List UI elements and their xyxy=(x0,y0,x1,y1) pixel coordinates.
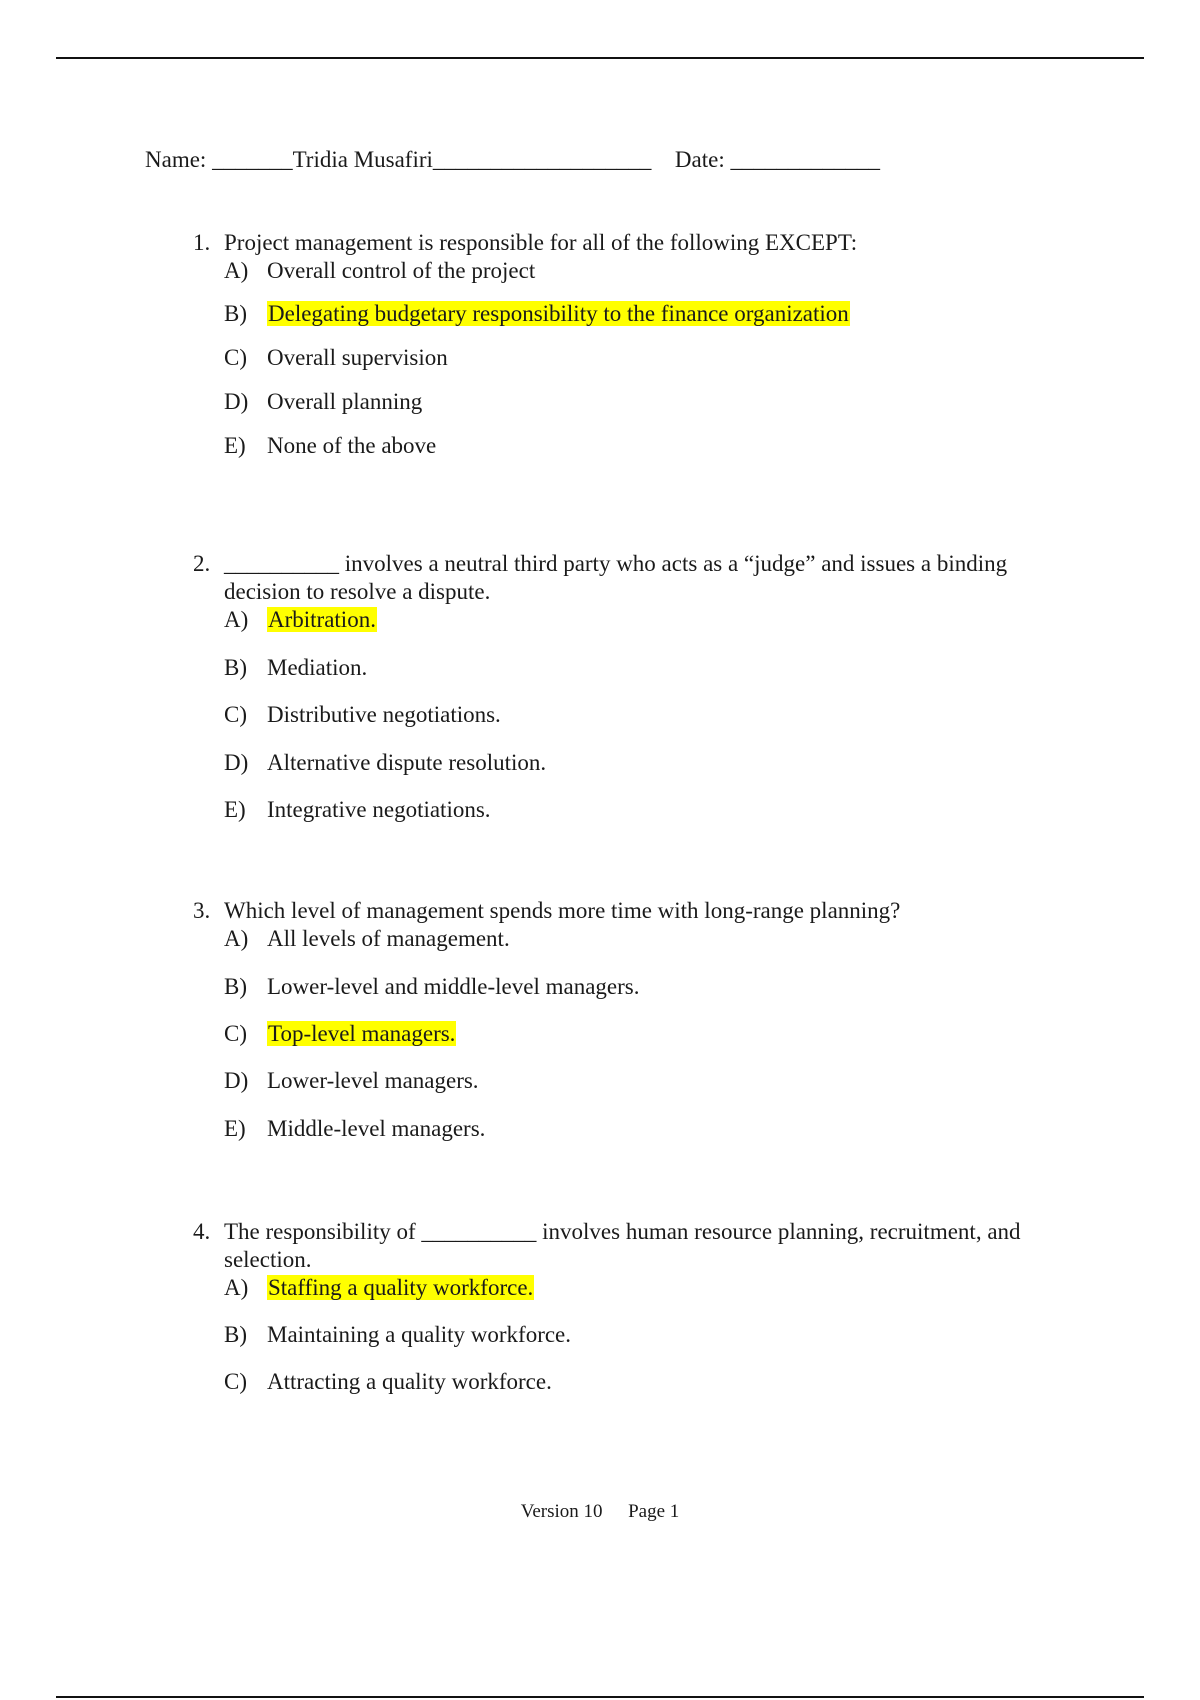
option-b xyxy=(193,1321,1073,1349)
option-text: Attracting a quality workforce. xyxy=(267,1369,552,1394)
option-letter: A) xyxy=(224,258,249,283)
version-label: Version 10 xyxy=(520,1501,603,1522)
question-2 xyxy=(193,550,1073,824)
option-d xyxy=(193,749,1073,777)
option-letter: C) xyxy=(224,1369,247,1394)
question-text: Which level of management spends more time with long-range planning? xyxy=(224,898,901,923)
question-stem xyxy=(193,550,1073,606)
option-a xyxy=(193,1274,1073,1302)
option-letter: C) xyxy=(224,345,247,370)
option-text: Lower-level and middle-level managers. xyxy=(267,974,640,999)
question-number: 2. xyxy=(193,551,211,576)
option-c xyxy=(193,344,1073,372)
option-letter: E) xyxy=(224,1116,246,1141)
option-letter: A) xyxy=(224,926,249,951)
option-text: All levels of management. xyxy=(267,926,510,951)
option-c xyxy=(193,1368,1073,1396)
option-text: Middle-level managers. xyxy=(267,1116,486,1141)
date-label: Date: xyxy=(674,147,725,172)
option-text: Overall planning xyxy=(267,389,423,414)
question-stem xyxy=(193,1218,1073,1274)
question-number: 3. xyxy=(193,898,211,923)
question-3 xyxy=(193,897,1073,1143)
option-e xyxy=(193,1115,1073,1143)
option-letter: B) xyxy=(224,301,247,326)
option-letter: D) xyxy=(224,389,249,414)
option-c xyxy=(193,1020,1073,1048)
option-letter: B) xyxy=(224,655,247,680)
option-letter: B) xyxy=(224,974,247,999)
option-e xyxy=(193,796,1073,824)
option-letter: E) xyxy=(224,433,246,458)
question-text: Project management is responsible for all of the following EXCEPT: xyxy=(224,230,858,255)
highlighted-answer: Top-level managers. xyxy=(268,1021,456,1046)
name-label: Name: xyxy=(145,147,207,172)
option-letter: C) xyxy=(224,702,247,727)
option-text: Integrative negotiations. xyxy=(267,797,491,822)
option-d xyxy=(193,1067,1073,1095)
question-stem xyxy=(193,229,1073,257)
option-text: Overall supervision xyxy=(267,345,448,370)
option-a xyxy=(193,925,1073,953)
top-rule xyxy=(56,57,1144,59)
option-text: Overall control of the project xyxy=(267,258,536,283)
page-footer xyxy=(0,1500,1200,1524)
option-letter: A) xyxy=(224,1275,249,1300)
question-text: __________ involves a neutral third party who acts as a “judge” and issues a binding decision to resolve a dispute. xyxy=(224,551,1008,604)
name-date-line xyxy=(145,147,880,173)
highlighted-answer: Arbitration. xyxy=(268,607,376,632)
option-text: Lower-level managers. xyxy=(267,1068,479,1093)
option-text: None of the above xyxy=(267,433,437,458)
question-number: 4. xyxy=(193,1219,211,1244)
option-d xyxy=(193,388,1073,416)
option-a xyxy=(193,606,1073,634)
option-letter: D) xyxy=(224,750,249,775)
option-letter: C) xyxy=(224,1021,247,1046)
question-stem xyxy=(193,897,1073,925)
option-b xyxy=(193,300,1073,328)
option-b xyxy=(193,654,1073,682)
question-text: The responsibility of __________ involves human resource planning, recruitment, and selection. xyxy=(224,1219,1021,1272)
date-value: _____________ xyxy=(730,147,880,172)
option-c xyxy=(193,701,1073,729)
page-number: Page 1 xyxy=(628,1501,680,1522)
question-1 xyxy=(193,229,1073,460)
option-letter: A) xyxy=(224,607,249,632)
option-b xyxy=(193,973,1073,1001)
option-text: Maintaining a quality workforce. xyxy=(267,1322,572,1347)
option-letter: D) xyxy=(224,1068,249,1093)
highlighted-answer: Staffing a quality workforce. xyxy=(268,1275,534,1300)
highlighted-answer: Delegating budgetary responsibility to the finance organization xyxy=(268,301,849,326)
name-value: _______Tridia Musafiri___________________ xyxy=(212,147,652,172)
question-number: 1. xyxy=(193,230,211,255)
option-e xyxy=(193,432,1073,460)
bottom-rule xyxy=(56,1696,1144,1698)
option-letter: E) xyxy=(224,797,246,822)
option-text: Distributive negotiations. xyxy=(267,702,501,727)
option-letter: B) xyxy=(224,1322,247,1347)
option-text: Mediation. xyxy=(267,655,368,680)
question-4 xyxy=(193,1218,1073,1396)
option-a xyxy=(193,257,1073,285)
option-text: Alternative dispute resolution. xyxy=(267,750,547,775)
